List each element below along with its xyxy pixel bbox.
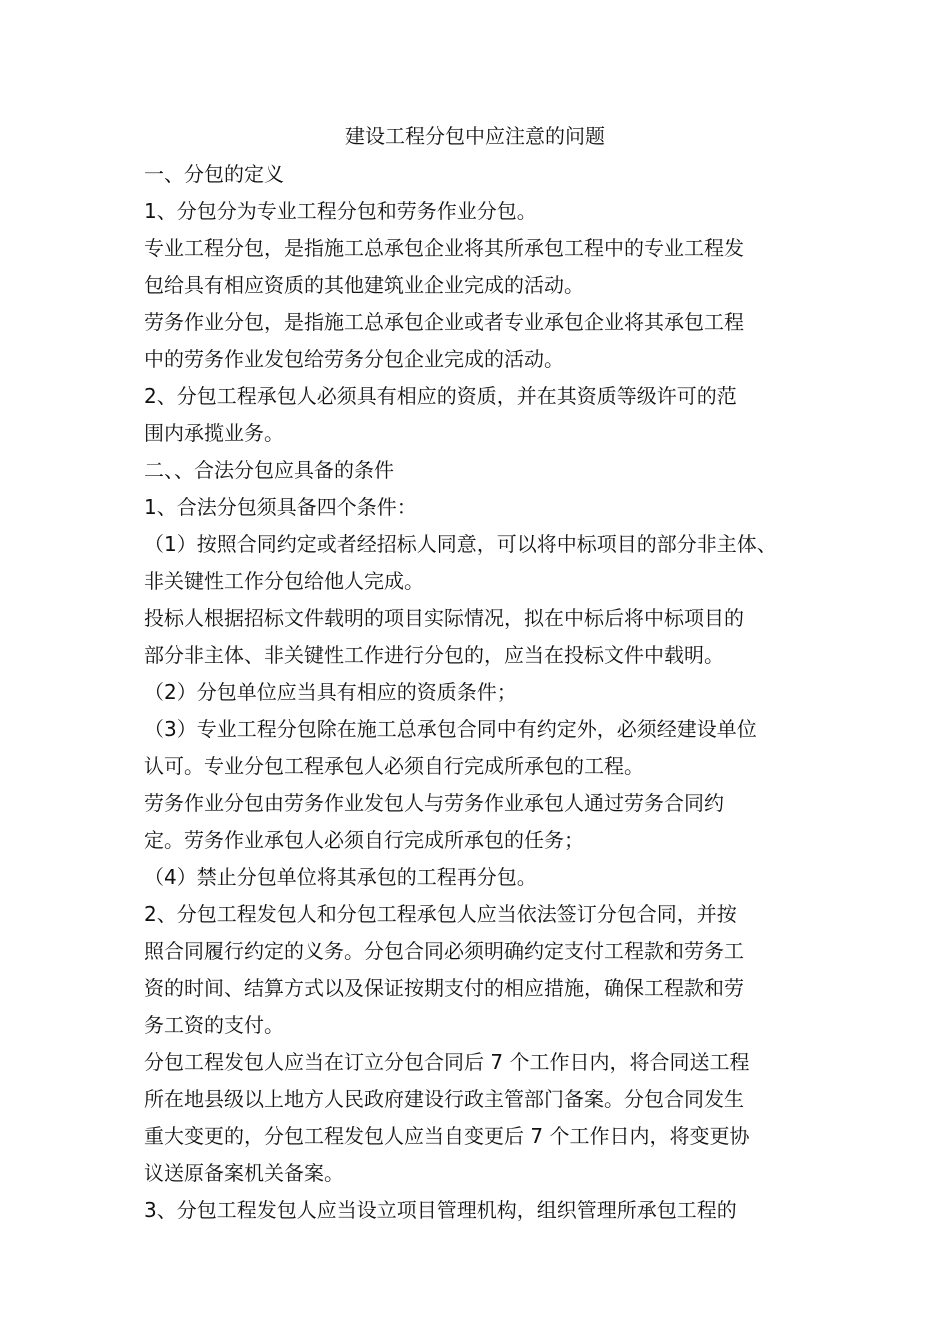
paragraph-line: 议送原备案机关备案。 bbox=[144, 1161, 344, 1185]
paragraph-line: 劳务作业分包，是指施工总承包企业或者专业承包企业将其承包工程 bbox=[144, 310, 744, 334]
paragraph-line: 非关键性工作分包给他人完成。 bbox=[144, 569, 424, 593]
paragraph-line: 劳务作业分包由劳务作业发包人与劳务作业承包人通过劳务合同约 bbox=[144, 791, 724, 815]
document-body bbox=[144, 156, 814, 1229]
paragraph-line: 定。劳务作业承包人必须自行完成所承包的任务； bbox=[144, 828, 584, 852]
paragraph-line: （3）专业工程分包除在施工总承包合同中有约定外，必须经建设单位 bbox=[144, 717, 757, 741]
paragraph-line: 2、分包工程发包人和分包工程承包人应当依法签订分包合同，并按 bbox=[144, 902, 737, 926]
paragraph-line: 包给具有相应资质的其他建筑业企业完成的活动。 bbox=[144, 273, 584, 297]
paragraph-line: 部分非主体、非关键性工作进行分包的，应当在投标文件中载明。 bbox=[144, 643, 724, 667]
paragraph-line: 3、分包工程发包人应当设立项目管理机构，组织管理所承包工程的 bbox=[144, 1198, 737, 1222]
document-title: 建设工程分包中应注意的问题 bbox=[345, 124, 605, 148]
paragraph-line: 所在地县级以上地方人民政府建设行政主管部门备案。分包合同发生 bbox=[144, 1087, 744, 1111]
paragraph-line: 1、分包分为专业工程分包和劳务作业分包。 bbox=[144, 199, 537, 223]
paragraph-line: 分包工程发包人应当在订立分包合同后 7 个工作日内，将合同送工程 bbox=[144, 1050, 750, 1074]
paragraph-line: 围内承揽业务。 bbox=[144, 421, 284, 445]
section-heading-definition: 一、分包的定义 bbox=[144, 162, 284, 186]
paragraph-line: 务工资的支付。 bbox=[144, 1013, 284, 1037]
section-heading-conditions: 二、、合法分包应具备的条件 bbox=[144, 458, 394, 482]
paragraph-line: （4）禁止分包单位将其承包的工程再分包。 bbox=[144, 865, 537, 889]
paragraph-line: 专业工程分包，是指施工总承包企业将其所承包工程中的专业工程发 bbox=[144, 236, 744, 260]
paragraph-line: 1、合法分包须具备四个条件： bbox=[144, 495, 417, 519]
paragraph-line: 中的劳务作业发包给劳务分包企业完成的活动。 bbox=[144, 347, 564, 371]
paragraph-line: 投标人根据招标文件载明的项目实际情况，拟在中标后将中标项目的 bbox=[144, 606, 744, 630]
paragraph-line: 照合同履行约定的义务。分包合同必须明确约定支付工程款和劳务工 bbox=[144, 939, 744, 963]
paragraph-line: （2）分包单位应当具有相应的资质条件； bbox=[144, 680, 517, 704]
paragraph-line: 认可。专业分包工程承包人必须自行完成所承包的工程。 bbox=[144, 754, 644, 778]
paragraph-line: （1）按照合同约定或者经招标人同意，可以将中标项目的部分非主体、 bbox=[144, 532, 777, 556]
paragraph-line: 重大变更的，分包工程发包人应当自变更后 7 个工作日内，将变更协 bbox=[144, 1124, 750, 1148]
paragraph-line: 2、分包工程承包人必须具有相应的资质，并在其资质等级许可的范 bbox=[144, 384, 737, 408]
paragraph-line: 资的时间、结算方式以及保证按期支付的相应措施，确保工程款和劳 bbox=[144, 976, 744, 1000]
